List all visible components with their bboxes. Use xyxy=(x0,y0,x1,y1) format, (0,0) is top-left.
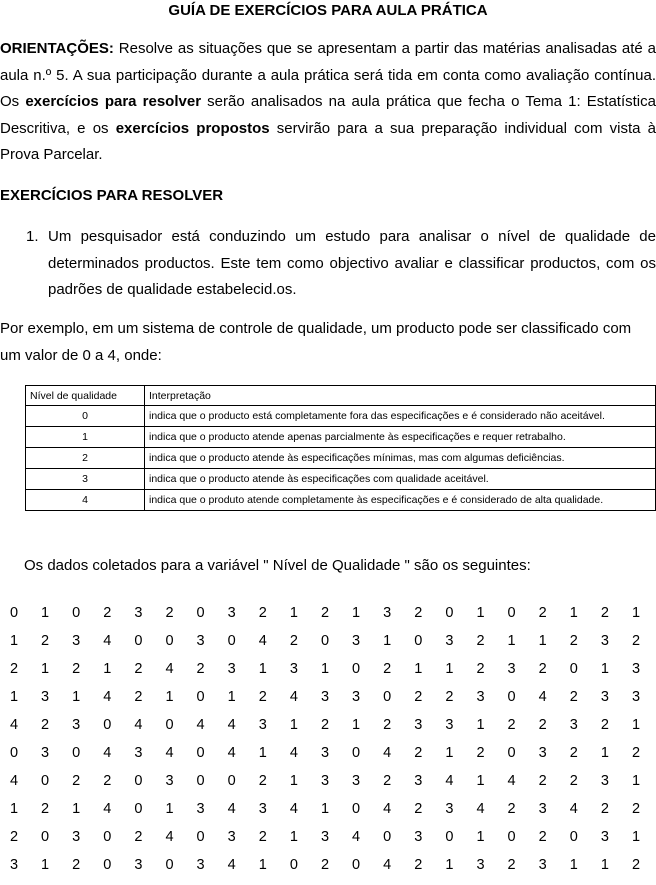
table-cell-level: 4 xyxy=(26,490,145,511)
data-row xyxy=(0,605,656,633)
exercise-text: Um pesquisador está conduzindo um estudo para analisar o nível de qualidade de determinados productos. Este tem como objectivo avaliar e classificar productos, com os padrões de qualidade estabelecid.os. xyxy=(48,228,656,298)
data-value: 1 xyxy=(289,773,298,789)
data-value: 4 xyxy=(227,717,236,733)
data-value: 3 xyxy=(227,829,236,845)
data-value: 2 xyxy=(445,689,454,705)
data-value: 2 xyxy=(41,717,50,733)
data-value: 2 xyxy=(196,661,205,677)
data-value: 0 xyxy=(72,745,81,761)
data-value: 3 xyxy=(41,745,50,761)
data-grid xyxy=(0,605,656,885)
data-value: 2 xyxy=(134,829,143,845)
data-value: 2 xyxy=(569,745,578,761)
data-value: 1 xyxy=(600,661,609,677)
data-value: 0 xyxy=(445,605,454,621)
exercise-item xyxy=(26,224,656,304)
data-value: 3 xyxy=(476,857,485,873)
data-value: 1 xyxy=(600,745,609,761)
data-value: 1 xyxy=(631,829,641,845)
data-value: 1 xyxy=(414,661,423,677)
data-value: 4 xyxy=(289,745,298,761)
data-value: 1 xyxy=(445,745,454,761)
table-row xyxy=(26,490,656,511)
data-value: 2 xyxy=(538,605,547,621)
data-value: 2 xyxy=(72,773,81,789)
data-value: 4 xyxy=(507,773,516,789)
data-value: 2 xyxy=(9,829,19,845)
orientacoes-bold-1: exercícios para resolver xyxy=(25,93,202,110)
data-value: 0 xyxy=(507,605,516,621)
data-row xyxy=(0,745,656,773)
data-value: 1 xyxy=(352,717,361,733)
data-value: 3 xyxy=(134,605,143,621)
data-value: 0 xyxy=(227,633,236,649)
data-value: 3 xyxy=(352,689,361,705)
data-value: 2 xyxy=(538,661,547,677)
data-value: 4 xyxy=(289,689,298,705)
data-value: 1 xyxy=(631,717,641,733)
data-value: 1 xyxy=(165,689,174,705)
data-value: 2 xyxy=(507,801,516,817)
quality-levels-table xyxy=(25,385,656,511)
table-cell-desc: indica que o producto atende às especificações mínimas, mas com algumas deficiências. xyxy=(145,448,656,469)
data-value: 0 xyxy=(165,633,174,649)
data-value: 1 xyxy=(352,605,361,621)
data-value: 2 xyxy=(414,857,423,873)
data-value: 1 xyxy=(631,605,641,621)
data-value: 2 xyxy=(414,801,423,817)
data-value: 1 xyxy=(569,857,578,873)
data-value: 3 xyxy=(600,689,609,705)
data-value: 1 xyxy=(165,801,174,817)
data-row xyxy=(0,717,656,745)
data-value: 1 xyxy=(445,857,454,873)
data-value: 0 xyxy=(134,801,143,817)
table-row xyxy=(26,427,656,448)
data-value: 3 xyxy=(72,829,81,845)
data-value: 4 xyxy=(103,689,112,705)
data-value: 3 xyxy=(538,745,547,761)
data-value: 3 xyxy=(352,633,361,649)
data-value: 2 xyxy=(165,605,174,621)
data-value: 2 xyxy=(134,689,143,705)
data-value: 1 xyxy=(9,633,19,649)
data-value: 2 xyxy=(631,745,641,761)
data-value: 2 xyxy=(383,773,392,789)
data-value: 4 xyxy=(383,857,392,873)
data-value: 0 xyxy=(569,661,578,677)
data-value: 3 xyxy=(631,689,641,705)
data-value: 0 xyxy=(103,857,112,873)
data-value: 0 xyxy=(9,745,19,761)
data-value: 3 xyxy=(352,773,361,789)
data-value: 3 xyxy=(569,717,578,733)
orientacoes-paragraph xyxy=(0,36,656,169)
data-value: 3 xyxy=(165,773,174,789)
data-value: 0 xyxy=(320,633,330,649)
data-value: 4 xyxy=(352,829,361,845)
data-value: 2 xyxy=(631,801,641,817)
data-value: 1 xyxy=(600,857,609,873)
data-value: 2 xyxy=(476,661,485,677)
data-value: 1 xyxy=(476,717,485,733)
data-value: 3 xyxy=(320,745,330,761)
data-value: 3 xyxy=(227,661,236,677)
data-value: 0 xyxy=(196,605,205,621)
data-value: 1 xyxy=(289,605,298,621)
data-value: 4 xyxy=(103,633,112,649)
data-value: 4 xyxy=(9,717,19,733)
orientacoes-text-2: serão analisados na aula prática que fecha o Tema 1: Estatística Descritiva, e os xyxy=(0,93,656,137)
data-value: 2 xyxy=(600,717,609,733)
data-value: 1 xyxy=(9,689,19,705)
data-value: 2 xyxy=(507,857,516,873)
example-paragraph: Por exemplo, em um sistema de controle de qualidade, um producto pode ser classificado com um valor de 0 a 4, onde: xyxy=(0,320,632,364)
data-value: 2 xyxy=(320,605,330,621)
orientacoes-text-1: Resolve as situações que se apresentam a partir das matérias analisadas até a aula n.º 5. A sua participação durante a aula prática será tida em conta como avaliação contínua. Os xyxy=(0,40,656,110)
data-value: 2 xyxy=(414,605,423,621)
data-value: 3 xyxy=(134,745,143,761)
table-header-row xyxy=(26,386,656,406)
data-value: 1 xyxy=(476,773,485,789)
data-value: 0 xyxy=(41,829,50,845)
data-value: 2 xyxy=(476,633,485,649)
table-cell-level: 2 xyxy=(26,448,145,469)
data-value: 0 xyxy=(103,829,112,845)
data-value: 0 xyxy=(9,605,19,621)
orientacoes-bold-2: exercícios propostos xyxy=(115,119,270,137)
data-value: 2 xyxy=(320,717,330,733)
data-value: 2 xyxy=(9,661,19,677)
data-value: 2 xyxy=(538,717,547,733)
data-value: 2 xyxy=(507,717,516,733)
data-value: 3 xyxy=(538,801,547,817)
data-value: 2 xyxy=(258,605,267,621)
data-value: 0 xyxy=(196,745,205,761)
table-header-interpretation: Interpretação xyxy=(145,386,656,406)
data-value: 2 xyxy=(289,633,298,649)
data-value: 4 xyxy=(538,689,547,705)
orientacoes-label: ORIENTAÇÕES: xyxy=(0,40,114,57)
data-value: 4 xyxy=(258,633,267,649)
data-value: 1 xyxy=(289,829,298,845)
data-value: 2 xyxy=(258,773,267,789)
data-value: 2 xyxy=(41,801,50,817)
data-value: 1 xyxy=(320,661,330,677)
data-row xyxy=(0,801,656,829)
data-value: 3 xyxy=(631,661,641,677)
data-value: 1 xyxy=(258,661,267,677)
data-value: 0 xyxy=(165,857,174,873)
data-value: 0 xyxy=(196,689,205,705)
data-value: 3 xyxy=(476,689,485,705)
data-value: 0 xyxy=(196,773,205,789)
data-value: 0 xyxy=(165,717,174,733)
data-value: 1 xyxy=(320,801,330,817)
data-value: 3 xyxy=(258,801,267,817)
data-value: 4 xyxy=(476,801,485,817)
data-row xyxy=(0,661,656,689)
table-row xyxy=(26,406,656,427)
data-value: 2 xyxy=(258,829,267,845)
table-cell-level: 1 xyxy=(26,427,145,448)
data-value: 4 xyxy=(383,745,392,761)
orientacoes-text-3: servirão para a sua preparação individual com vista à Prova Parcelar. xyxy=(0,119,656,163)
data-value: 3 xyxy=(320,773,330,789)
data-value: 0 xyxy=(103,717,112,733)
data-value: 0 xyxy=(352,801,361,817)
data-value: 0 xyxy=(383,829,392,845)
data-value: 0 xyxy=(352,857,361,873)
data-value: 2 xyxy=(569,773,578,789)
data-value: 1 xyxy=(507,633,516,649)
data-value: 0 xyxy=(569,829,578,845)
data-value: 3 xyxy=(258,717,267,733)
data-value: 1 xyxy=(258,857,267,873)
data-value: 1 xyxy=(538,633,547,649)
table-row xyxy=(26,469,656,490)
data-value: 1 xyxy=(9,801,19,817)
data-value: 3 xyxy=(72,717,81,733)
data-value: 3 xyxy=(72,633,81,649)
table-cell-desc: indica que o producto está completamente fora das especificações e é considerado não aceitável. xyxy=(145,406,656,427)
data-value: 3 xyxy=(196,801,205,817)
data-value: 2 xyxy=(600,801,609,817)
exercise-number: 1. xyxy=(26,228,39,245)
data-value: 1 xyxy=(103,661,112,677)
data-value: 0 xyxy=(134,633,143,649)
data-value: 2 xyxy=(72,661,81,677)
data-value: 3 xyxy=(600,633,609,649)
data-value: 3 xyxy=(445,717,454,733)
table-cell-level: 3 xyxy=(26,469,145,490)
data-value: 2 xyxy=(134,661,143,677)
data-value: 4 xyxy=(289,801,298,817)
data-value: 0 xyxy=(507,689,516,705)
data-value: 1 xyxy=(569,605,578,621)
data-row xyxy=(0,689,656,717)
data-value: 2 xyxy=(569,633,578,649)
data-value: 3 xyxy=(383,605,392,621)
data-value: 3 xyxy=(414,717,423,733)
data-value: 3 xyxy=(227,605,236,621)
data-value: 1 xyxy=(383,633,392,649)
data-value: 4 xyxy=(227,857,236,873)
data-value: 1 xyxy=(258,745,267,761)
data-value: 2 xyxy=(538,773,547,789)
data-value: 0 xyxy=(134,773,143,789)
data-value: 1 xyxy=(289,717,298,733)
data-value: 0 xyxy=(507,745,516,761)
data-value: 0 xyxy=(227,773,236,789)
data-value: 0 xyxy=(445,829,454,845)
data-value: 4 xyxy=(165,745,174,761)
table-cell-desc: indica que o producto atende às especificações com qualidade aceitável. xyxy=(145,469,656,490)
data-value: 4 xyxy=(9,773,19,789)
data-value: 2 xyxy=(383,661,392,677)
data-value: 3 xyxy=(445,801,454,817)
data-value: 2 xyxy=(476,745,485,761)
data-value: 2 xyxy=(383,717,392,733)
data-value: 2 xyxy=(600,605,609,621)
data-value: 0 xyxy=(289,857,298,873)
section-title: EXERCÍCIOS PARA RESOLVER xyxy=(0,187,224,204)
data-value: 4 xyxy=(383,801,392,817)
data-value: 0 xyxy=(383,689,392,705)
data-value: 2 xyxy=(414,745,423,761)
data-intro: Os dados coletados para a variável " Nível de Qualidade " são os seguintes: xyxy=(24,557,531,574)
data-value: 3 xyxy=(41,689,50,705)
data-value: 1 xyxy=(41,605,50,621)
data-value: 1 xyxy=(227,689,236,705)
data-value: 0 xyxy=(196,829,205,845)
data-row xyxy=(0,857,656,885)
table-row xyxy=(26,448,656,469)
data-value: 0 xyxy=(72,605,81,621)
table-cell-desc: indica que o producto atende apenas parcialmente às especificações e requer retrabalho. xyxy=(145,427,656,448)
data-value: 4 xyxy=(134,717,143,733)
data-value: 4 xyxy=(227,745,236,761)
data-value: 1 xyxy=(445,661,454,677)
data-value: 4 xyxy=(445,773,454,789)
data-value: 4 xyxy=(103,801,112,817)
data-value: 1 xyxy=(476,829,485,845)
data-value: 3 xyxy=(600,773,609,789)
data-value: 4 xyxy=(227,801,236,817)
table-header-level: Nível de qualidade xyxy=(26,386,145,406)
data-value: 3 xyxy=(196,633,205,649)
data-value: 1 xyxy=(41,857,50,873)
data-value: 3 xyxy=(320,689,330,705)
data-value: 4 xyxy=(196,717,205,733)
data-value: 2 xyxy=(72,857,81,873)
data-value: 3 xyxy=(9,857,19,873)
data-value: 0 xyxy=(507,829,516,845)
data-value: 4 xyxy=(103,745,112,761)
data-value: 3 xyxy=(196,857,205,873)
data-value: 2 xyxy=(569,689,578,705)
data-value: 4 xyxy=(165,661,174,677)
data-value: 2 xyxy=(103,605,112,621)
data-value: 2 xyxy=(414,689,423,705)
data-value: 3 xyxy=(445,633,454,649)
data-value: 3 xyxy=(289,661,298,677)
page-title: GUÍA DE EXERCÍCIOS PARA AULA PRÁTICA xyxy=(168,2,488,19)
data-row xyxy=(0,829,656,857)
data-value: 3 xyxy=(320,829,330,845)
data-row xyxy=(0,773,656,801)
data-value: 3 xyxy=(414,829,423,845)
data-value: 2 xyxy=(41,633,50,649)
data-value: 3 xyxy=(134,857,143,873)
data-value: 0 xyxy=(352,661,361,677)
data-value: 2 xyxy=(631,633,641,649)
data-value: 3 xyxy=(414,773,423,789)
table-cell-desc: indica que o produto atende completamente às especificações e é considerado de alta qualidade. xyxy=(145,490,656,511)
data-value: 1 xyxy=(476,605,485,621)
data-value: 1 xyxy=(41,661,50,677)
data-value: 2 xyxy=(258,689,267,705)
data-row xyxy=(0,633,656,661)
data-value: 1 xyxy=(72,801,81,817)
data-value: 1 xyxy=(72,689,81,705)
data-value: 3 xyxy=(507,661,516,677)
table-cell-level: 0 xyxy=(26,406,145,427)
data-value: 3 xyxy=(538,857,547,873)
data-value: 1 xyxy=(631,773,641,789)
data-value: 0 xyxy=(414,633,423,649)
data-value: 2 xyxy=(631,857,641,873)
data-value: 4 xyxy=(569,801,578,817)
data-value: 0 xyxy=(352,745,361,761)
data-value: 0 xyxy=(41,773,50,789)
data-value: 2 xyxy=(103,773,112,789)
data-value: 2 xyxy=(538,829,547,845)
data-value: 2 xyxy=(320,857,330,873)
data-value: 4 xyxy=(165,829,174,845)
data-value: 3 xyxy=(600,829,609,845)
